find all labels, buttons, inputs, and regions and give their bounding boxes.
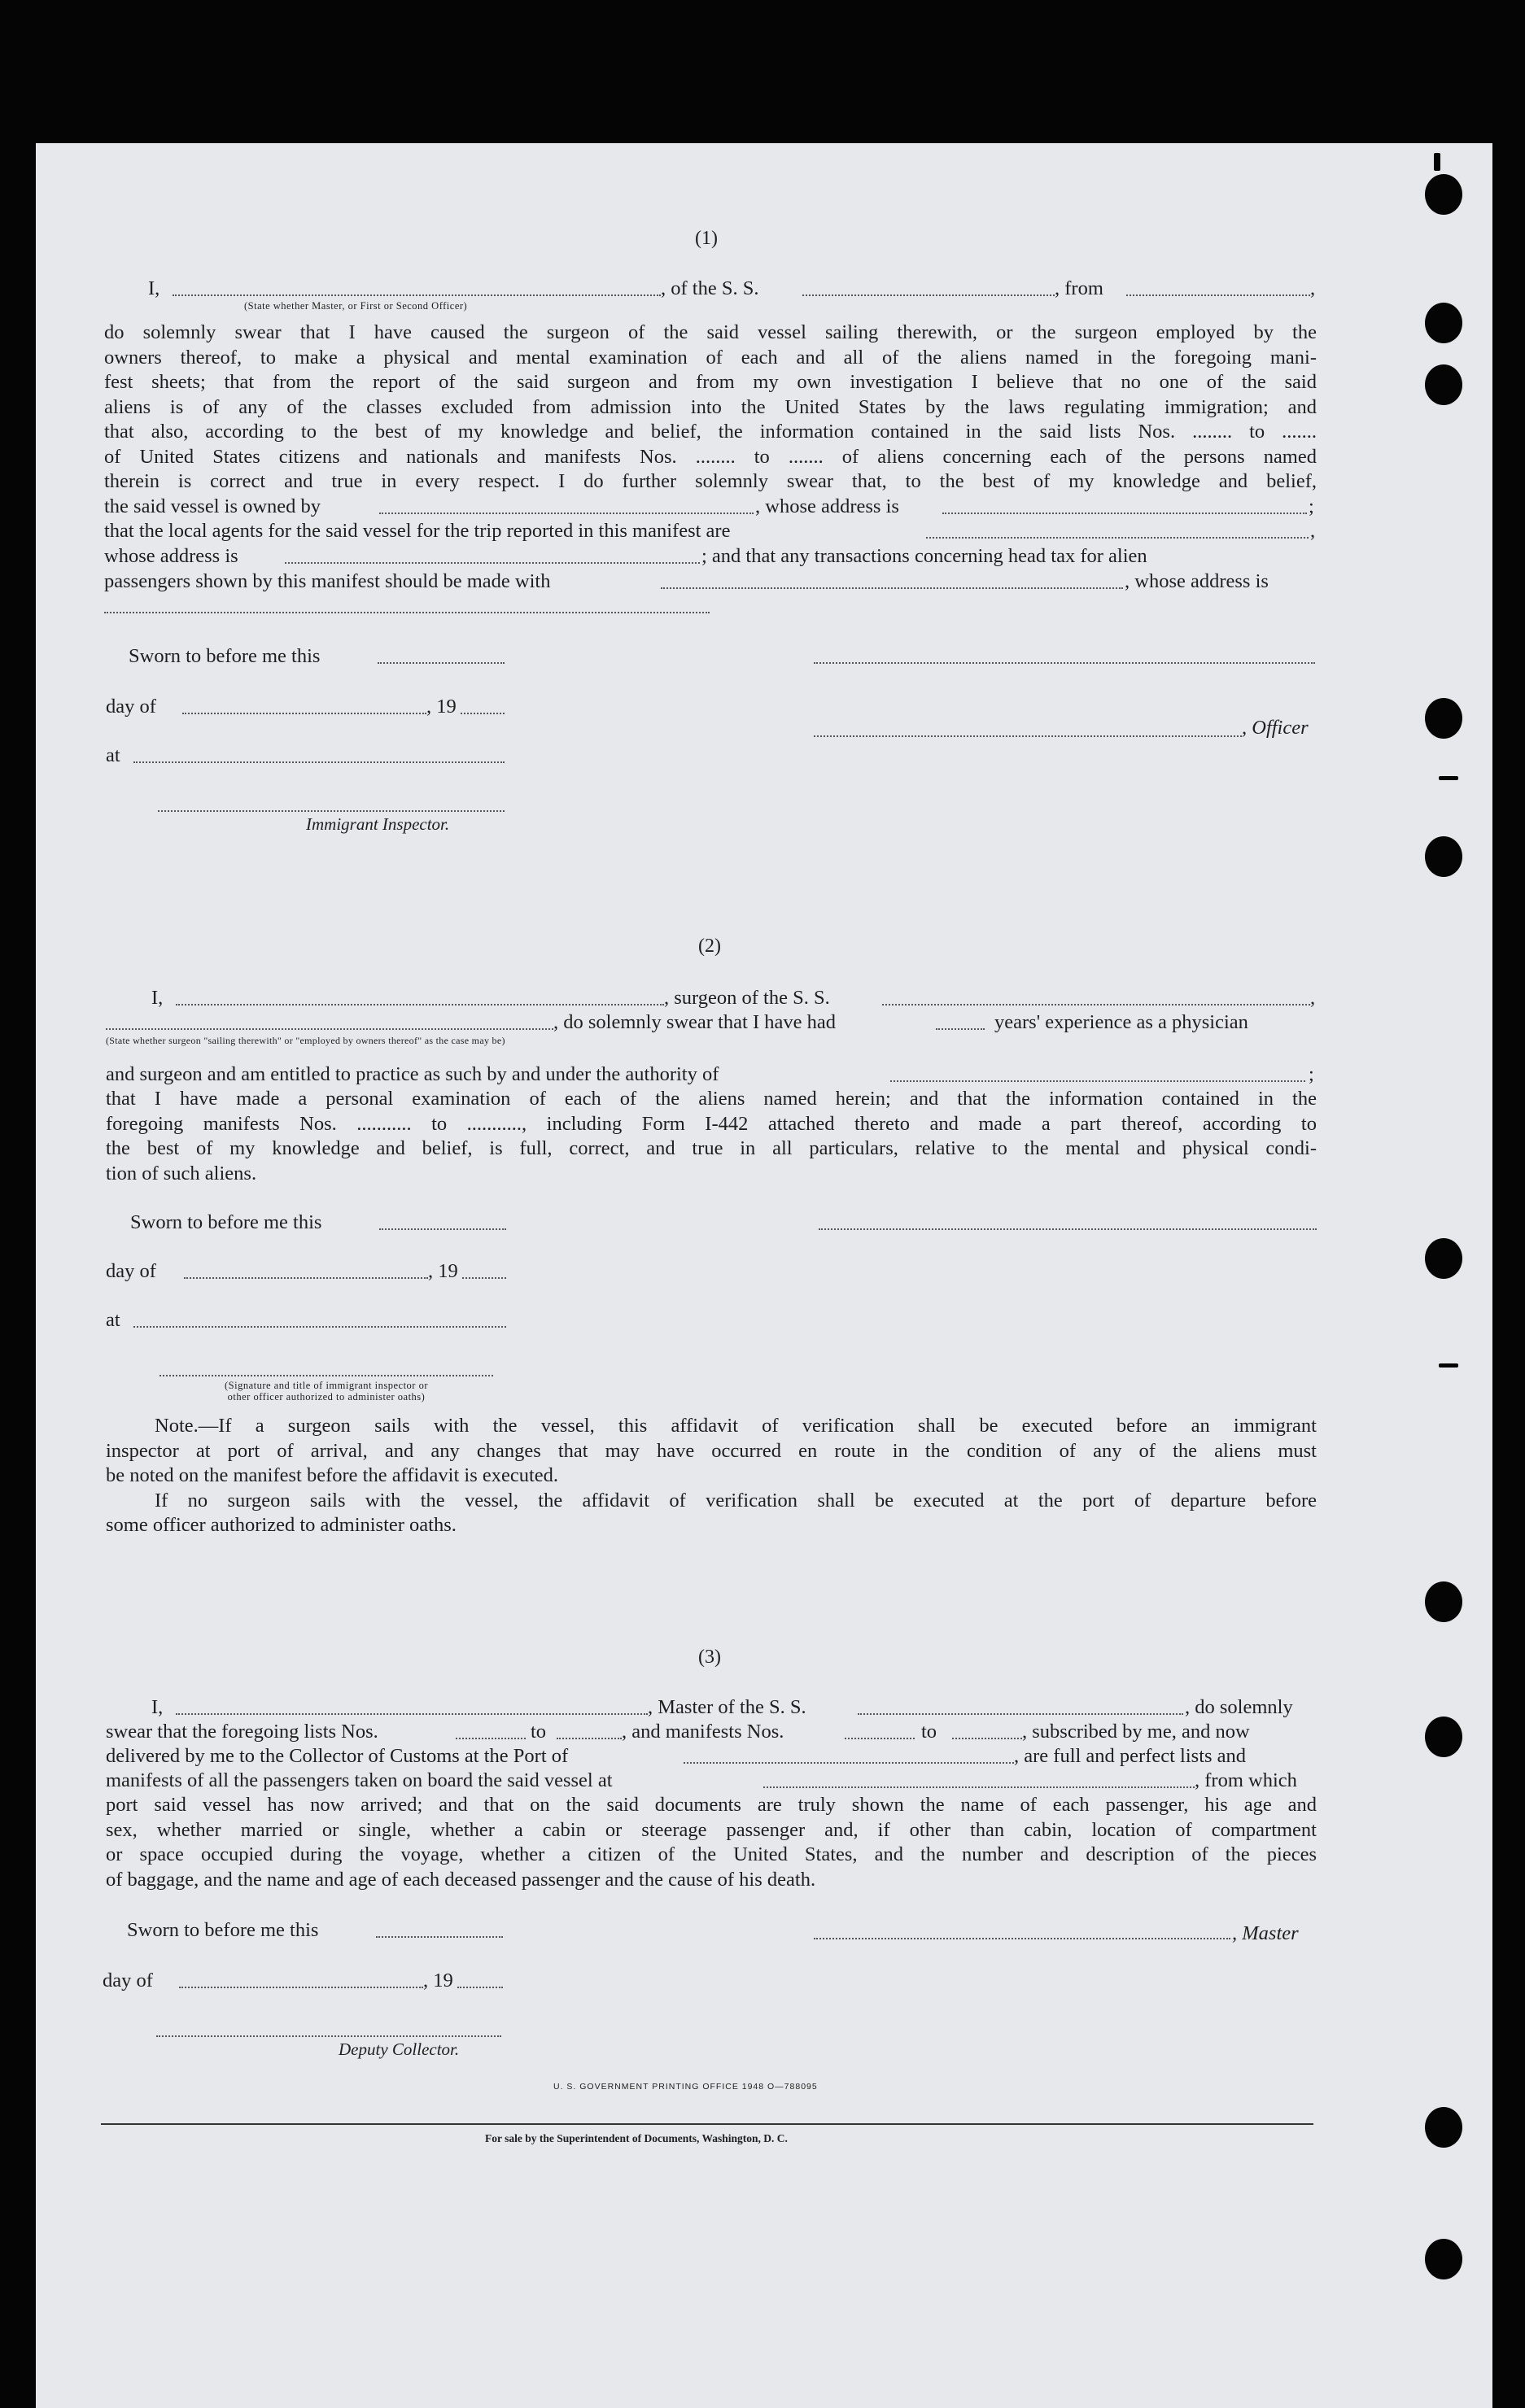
officer-label: , Officer	[1242, 717, 1309, 739]
officer-name-label: I,	[148, 277, 160, 299]
month-field[interactable]	[184, 1277, 428, 1279]
place-field[interactable]	[133, 761, 505, 763]
authority-label: and surgeon and am entitled to practice as such by and under the authority of	[106, 1063, 719, 1085]
section-3-line: or space occupied during the voyage, whether a citizen of the United States, and the number and description of the pieces	[106, 1843, 1317, 1865]
at-label: at	[106, 1309, 120, 1331]
punctuation: ,	[1310, 520, 1316, 542]
section-1-line: of United States citizens and nationals and manifests Nos. ........ to ....... of aliens concerning each of the persons named	[104, 445, 1317, 468]
port-field[interactable]	[684, 1762, 1014, 1764]
to-label: to	[921, 1721, 937, 1743]
binder-mark	[1439, 1363, 1458, 1368]
master-vessel-field[interactable]	[858, 1713, 1183, 1715]
master-name-label: I,	[151, 1696, 164, 1718]
officer-title-field[interactable]	[814, 735, 1242, 737]
swear-text: , do solemnly swear that I have had	[553, 1011, 836, 1033]
section-1-line: do solemnly swear that I have caused the surgeon of the said vessel sailing therewith, or the surgeon employed by the	[104, 321, 1317, 343]
lists-label: swear that the foregoing lists Nos.	[106, 1721, 378, 1743]
sale-notice: For sale by the Superintendent of Documents, Washington, D. C.	[485, 2132, 788, 2144]
from-label: , from	[1055, 277, 1103, 299]
surgeon-type-note: (State whether surgeon "sailing therewith" or "employed by owners thereof" as the case may be)	[106, 1035, 505, 1046]
footer-rule	[101, 2123, 1313, 2125]
section-2-line: that I have made a personal examination of each of the aliens named herein; and that the information contained in the	[106, 1088, 1317, 1110]
officer-name-field[interactable]	[173, 294, 661, 296]
section-1-number: (1)	[695, 228, 718, 249]
year-label: , 19	[423, 1970, 453, 1991]
note-line: inspector at port of arrival, and any changes that may have occurred en route in the condition of any of the aliens must	[106, 1439, 1317, 1462]
binder-hole	[1425, 174, 1462, 215]
month-field[interactable]	[179, 1987, 423, 1988]
day-of-label: day of	[106, 696, 156, 718]
at-label: at	[106, 744, 120, 766]
years-experience-field[interactable]	[936, 1028, 985, 1030]
subscribed-text: , subscribed by me, and now	[1022, 1721, 1250, 1743]
owner-label: the said vessel is owned by	[104, 495, 321, 517]
inspector-label: Immigrant Inspector.	[306, 814, 450, 834]
master-signature-field[interactable]	[814, 1938, 1230, 1939]
authority-field[interactable]	[890, 1080, 1305, 1082]
binder-hole	[1425, 2107, 1462, 2148]
sworn-date-field[interactable]	[379, 1228, 506, 1230]
section-2-line: tion of such aliens.	[106, 1162, 257, 1184]
note-line: If no surgeon sails with the vessel, the affidavit of verification shall be executed at the port of departure before	[155, 1489, 1317, 1512]
signature-title-note: (Signature and title of immigrant inspector or	[224, 1380, 429, 1391]
vessel-name-field[interactable]	[802, 294, 1055, 296]
surgeon-name-label: I,	[151, 987, 164, 1009]
master-vessel-label: , Master of the S. S.	[648, 1696, 806, 1718]
head-tax-text: ; and that any transactions concerning head tax for alien	[701, 545, 1147, 567]
sworn-label: Sworn to before me this	[130, 1211, 322, 1233]
note-line: some officer authorized to administer oaths.	[106, 1514, 457, 1536]
surgeon-name-field[interactable]	[176, 1004, 664, 1006]
boarded-port-field[interactable]	[763, 1786, 1195, 1788]
agents-address-label: whose address is	[104, 545, 238, 567]
passengers-text: passengers shown by this manifest should be made with	[104, 570, 551, 592]
contact-address-label: , whose address is	[1125, 570, 1269, 592]
deputy-label: Deputy Collector.	[339, 2039, 460, 2059]
month-field[interactable]	[182, 713, 426, 714]
lists-to-field[interactable]	[557, 1738, 622, 1739]
sworn-date-field[interactable]	[378, 662, 505, 664]
lists-from-field[interactable]	[456, 1738, 526, 1739]
year-field[interactable]	[462, 1277, 506, 1279]
year-field[interactable]	[461, 713, 505, 714]
contact-address-field[interactable]	[104, 612, 710, 613]
signature-title-note: other officer authorized to administer oaths)	[227, 1391, 426, 1402]
note-line: Note.—If a surgeon sails with the vessel, this affidavit of verification shall be executed before an immigrant	[155, 1415, 1317, 1437]
binder-hole	[1425, 1581, 1462, 1622]
owner-field[interactable]	[379, 513, 754, 514]
agents-field[interactable]	[926, 537, 1309, 539]
day-of-label: day of	[106, 1260, 156, 1282]
boarded-label: manifests of all the passengers taken on board the said vessel at	[106, 1769, 613, 1791]
day-of-label: day of	[103, 1970, 153, 1991]
agents-label: that the local agents for the said vessel for the trip reported in this manifest are	[104, 520, 731, 542]
year-field[interactable]	[457, 1987, 503, 1988]
lists-text: , are full and perfect lists and	[1014, 1745, 1247, 1767]
section-1-line: that also, according to the best of my knowledge and belief, the information contained in the said lists Nos. ........ to .......	[104, 421, 1317, 443]
section-3-line: port said vessel has now arrived; and that on the said documents are truly shown the name of each passenger, his age and	[106, 1794, 1317, 1816]
year-label: , 19	[426, 696, 457, 718]
port-label: delivered by me to the Collector of Customs at the Port of	[106, 1745, 569, 1767]
owner-address-field[interactable]	[942, 513, 1307, 514]
sworn-date-field[interactable]	[376, 1936, 503, 1938]
section-3-line: of baggage, and the name and age of each deceased passenger and the cause of his death.	[106, 1868, 816, 1891]
officer-rank-note: (State whether Master, or First or Second Officer)	[244, 300, 468, 312]
surgeon-vessel-field[interactable]	[882, 1004, 1310, 1006]
binder-hole	[1425, 698, 1462, 739]
year-label: , 19	[428, 1260, 458, 1282]
punctuation: ,	[1310, 987, 1316, 1009]
from-port-field[interactable]	[1126, 294, 1310, 296]
sworn-label: Sworn to before me this	[127, 1919, 319, 1941]
binder-hole	[1425, 303, 1462, 343]
agents-address-field[interactable]	[285, 562, 700, 564]
binder-hole	[1425, 1717, 1462, 1757]
sworn-label: Sworn to before me this	[129, 645, 321, 667]
punctuation: ;	[1309, 495, 1314, 517]
surgeon-type-field[interactable]	[106, 1028, 553, 1030]
manifests-to-field[interactable]	[952, 1738, 1022, 1739]
binder-hole	[1425, 836, 1462, 877]
section-2-number: (2)	[698, 936, 721, 957]
section-3-line: sex, whether married or single, whether a cabin or steerage passenger and, if other than cabin, location of compartment	[106, 1818, 1317, 1841]
from-which-text: , from which	[1195, 1769, 1297, 1791]
place-field[interactable]	[133, 1326, 506, 1328]
section-2-line: foregoing manifests Nos. ........... to ..........., including Form I-442 attached thereto and made a part thereof, according to	[106, 1112, 1317, 1135]
surgeon-signature-field[interactable]	[819, 1228, 1317, 1230]
section-1-line: therein is correct and true in every respect. I do further solemnly swear that, to the best of my knowledge and belief,	[104, 470, 1317, 492]
vessel-label: , of the S. S.	[661, 277, 759, 299]
section-1-line: owners thereof, to make a physical and mental examination of each and all of the aliens named in the foregoing mani-	[104, 346, 1317, 369]
head-tax-contact-field[interactable]	[661, 587, 1123, 589]
section-1-line: fest sheets; that from the report of the said surgeon and from my own investigation I believe that no one of the said	[104, 371, 1317, 393]
inspector-signature-field[interactable]	[159, 1375, 493, 1376]
master-name-field[interactable]	[176, 1713, 648, 1715]
binder-hole	[1425, 1238, 1462, 1279]
section-1-line: aliens is of any of the classes excluded from admission into the United States by the laws regulating immigration; and	[104, 395, 1317, 418]
note-line: be noted on the manifest before the affidavit is executed.	[106, 1464, 559, 1486]
master-label: , Master	[1232, 1922, 1299, 1944]
punctuation: ,	[1310, 277, 1316, 299]
punctuation: ;	[1309, 1063, 1314, 1085]
to-label: to	[531, 1721, 547, 1743]
experience-text: years' experience as a physician	[994, 1011, 1248, 1033]
officer-signature-field[interactable]	[814, 662, 1315, 664]
binder-hole	[1425, 2239, 1462, 2279]
owner-address-label: , whose address is	[755, 495, 899, 517]
section-2-line: the best of my knowledge and belief, is full, correct, and true in all particulars, relative to the mental and physical condi-	[106, 1137, 1317, 1159]
manifests-label: , and manifests Nos.	[622, 1721, 784, 1743]
printer-imprint: U. S. GOVERNMENT PRINTING OFFICE 1948 O—788095	[553, 2082, 818, 2092]
solemnly-text: , do solemnly	[1185, 1696, 1293, 1718]
binder-mark	[1439, 776, 1458, 780]
section-3-number: (3)	[698, 1647, 721, 1668]
surgeon-vessel-label: , surgeon of the S. S.	[664, 987, 830, 1009]
binder-hole	[1425, 364, 1462, 405]
binder-mark	[1434, 153, 1440, 171]
manifests-from-field[interactable]	[845, 1738, 915, 1739]
